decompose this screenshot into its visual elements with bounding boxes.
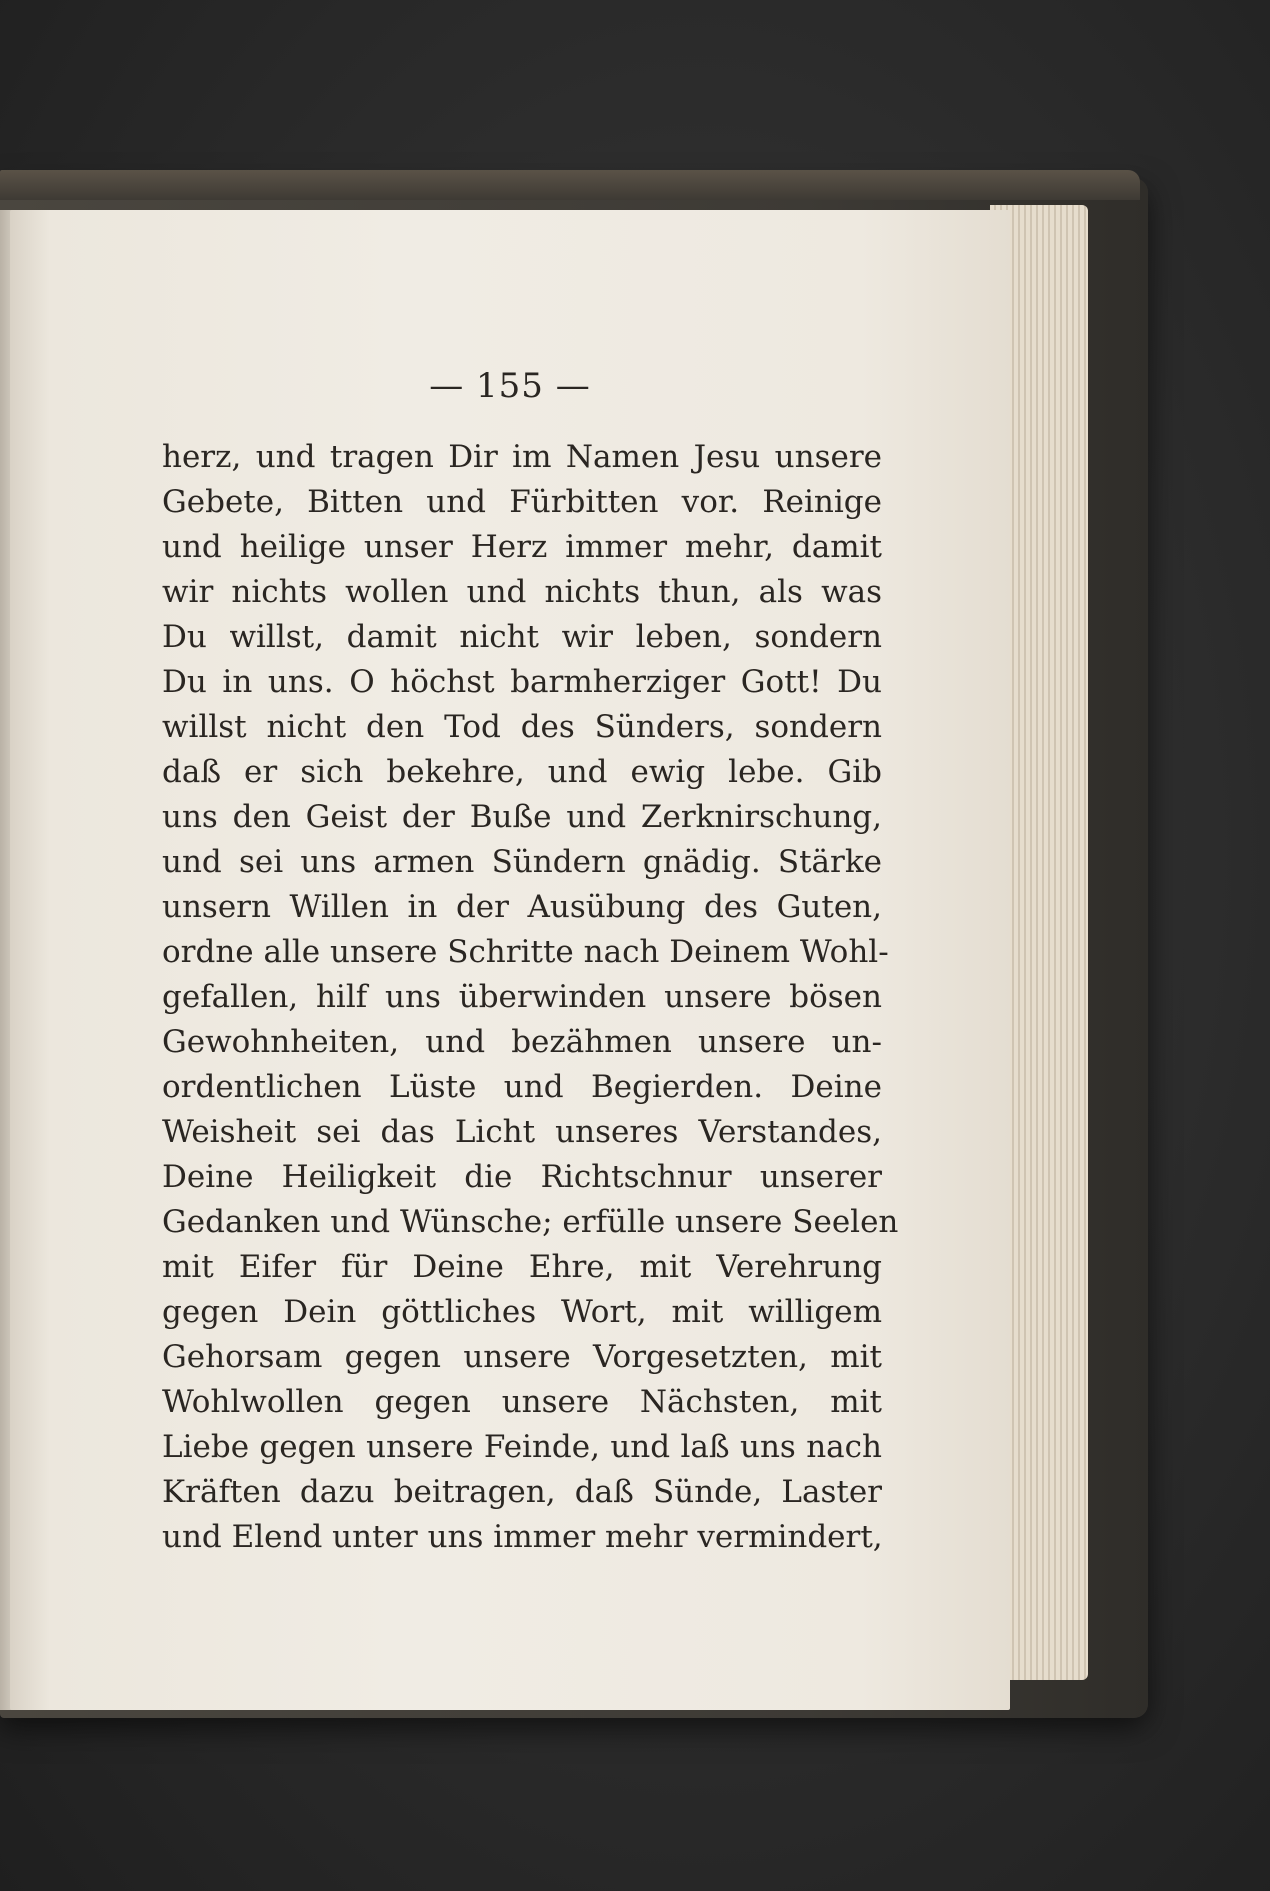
text-line: mit Eifer für Deine Ehre, mit Verehrung	[162, 1249, 882, 1285]
text-line: gefallen, hilf uns überwinden unsere bösen	[162, 979, 882, 1015]
text-line: Gebete, Bitten und Fürbitten vor. Reinige	[162, 484, 882, 520]
text-line: daß er sich bekehre, und ewig lebe. Gib	[162, 754, 882, 790]
page-text	[162, 435, 899, 1560]
text-line: Gedanken und Wünsche; erfülle unsere Seelen	[162, 1204, 899, 1240]
text-line: herz, und tragen Dir im Namen Jesu unsere	[162, 439, 882, 475]
text-line: Liebe gegen unsere Feinde, und laß uns nach	[162, 1429, 882, 1465]
text-line: ordne alle unsere Schritte nach Deinem Wohl-	[162, 934, 889, 970]
text-line: Gewohnheiten, und bezähmen unsere un-	[162, 1024, 882, 1060]
text-line: Kräften dazu beitragen, daß Sünde, Laster	[162, 1474, 882, 1510]
book-page	[10, 210, 1010, 1710]
text-line: Wohlwollen gegen unsere Nächsten, mit	[162, 1384, 882, 1420]
text-line: gegen Dein göttliches Wort, mit willigem	[162, 1294, 882, 1330]
page-number: — 155 —	[429, 366, 591, 406]
text-line: wir nichts wollen und nichts thun, als was	[162, 574, 882, 610]
text-line: Du in uns. O höchst barmherziger Gott! Du	[162, 664, 882, 700]
text-line: und sei uns armen Sündern gnädig. Stärke	[162, 844, 882, 880]
text-line: Weisheit sei das Licht unseres Verstandes,	[162, 1114, 882, 1150]
text-line: Deine Heiligkeit die Richtschnur unserer	[162, 1159, 882, 1195]
text-line: Gehorsam gegen unsere Vorgesetzten, mit	[162, 1339, 882, 1375]
text-line: willst nicht den Tod des Sünders, sondern	[162, 709, 882, 745]
text-line: uns den Geist der Buße und Zerknirschung,	[162, 799, 882, 835]
text-line: ordentlichen Lüste und Begierden. Deine	[162, 1069, 882, 1105]
book-cover-top-edge	[0, 170, 1140, 200]
book	[0, 160, 1150, 1730]
text-line: und Elend unter uns immer mehr vermindert,	[162, 1519, 883, 1555]
text-line: unsern Willen in der Ausübung des Guten,	[162, 889, 882, 925]
text-line: und heilige unser Herz immer mehr, damit	[162, 529, 882, 565]
text-line: Du willst, damit nicht wir leben, sondern	[162, 619, 882, 655]
